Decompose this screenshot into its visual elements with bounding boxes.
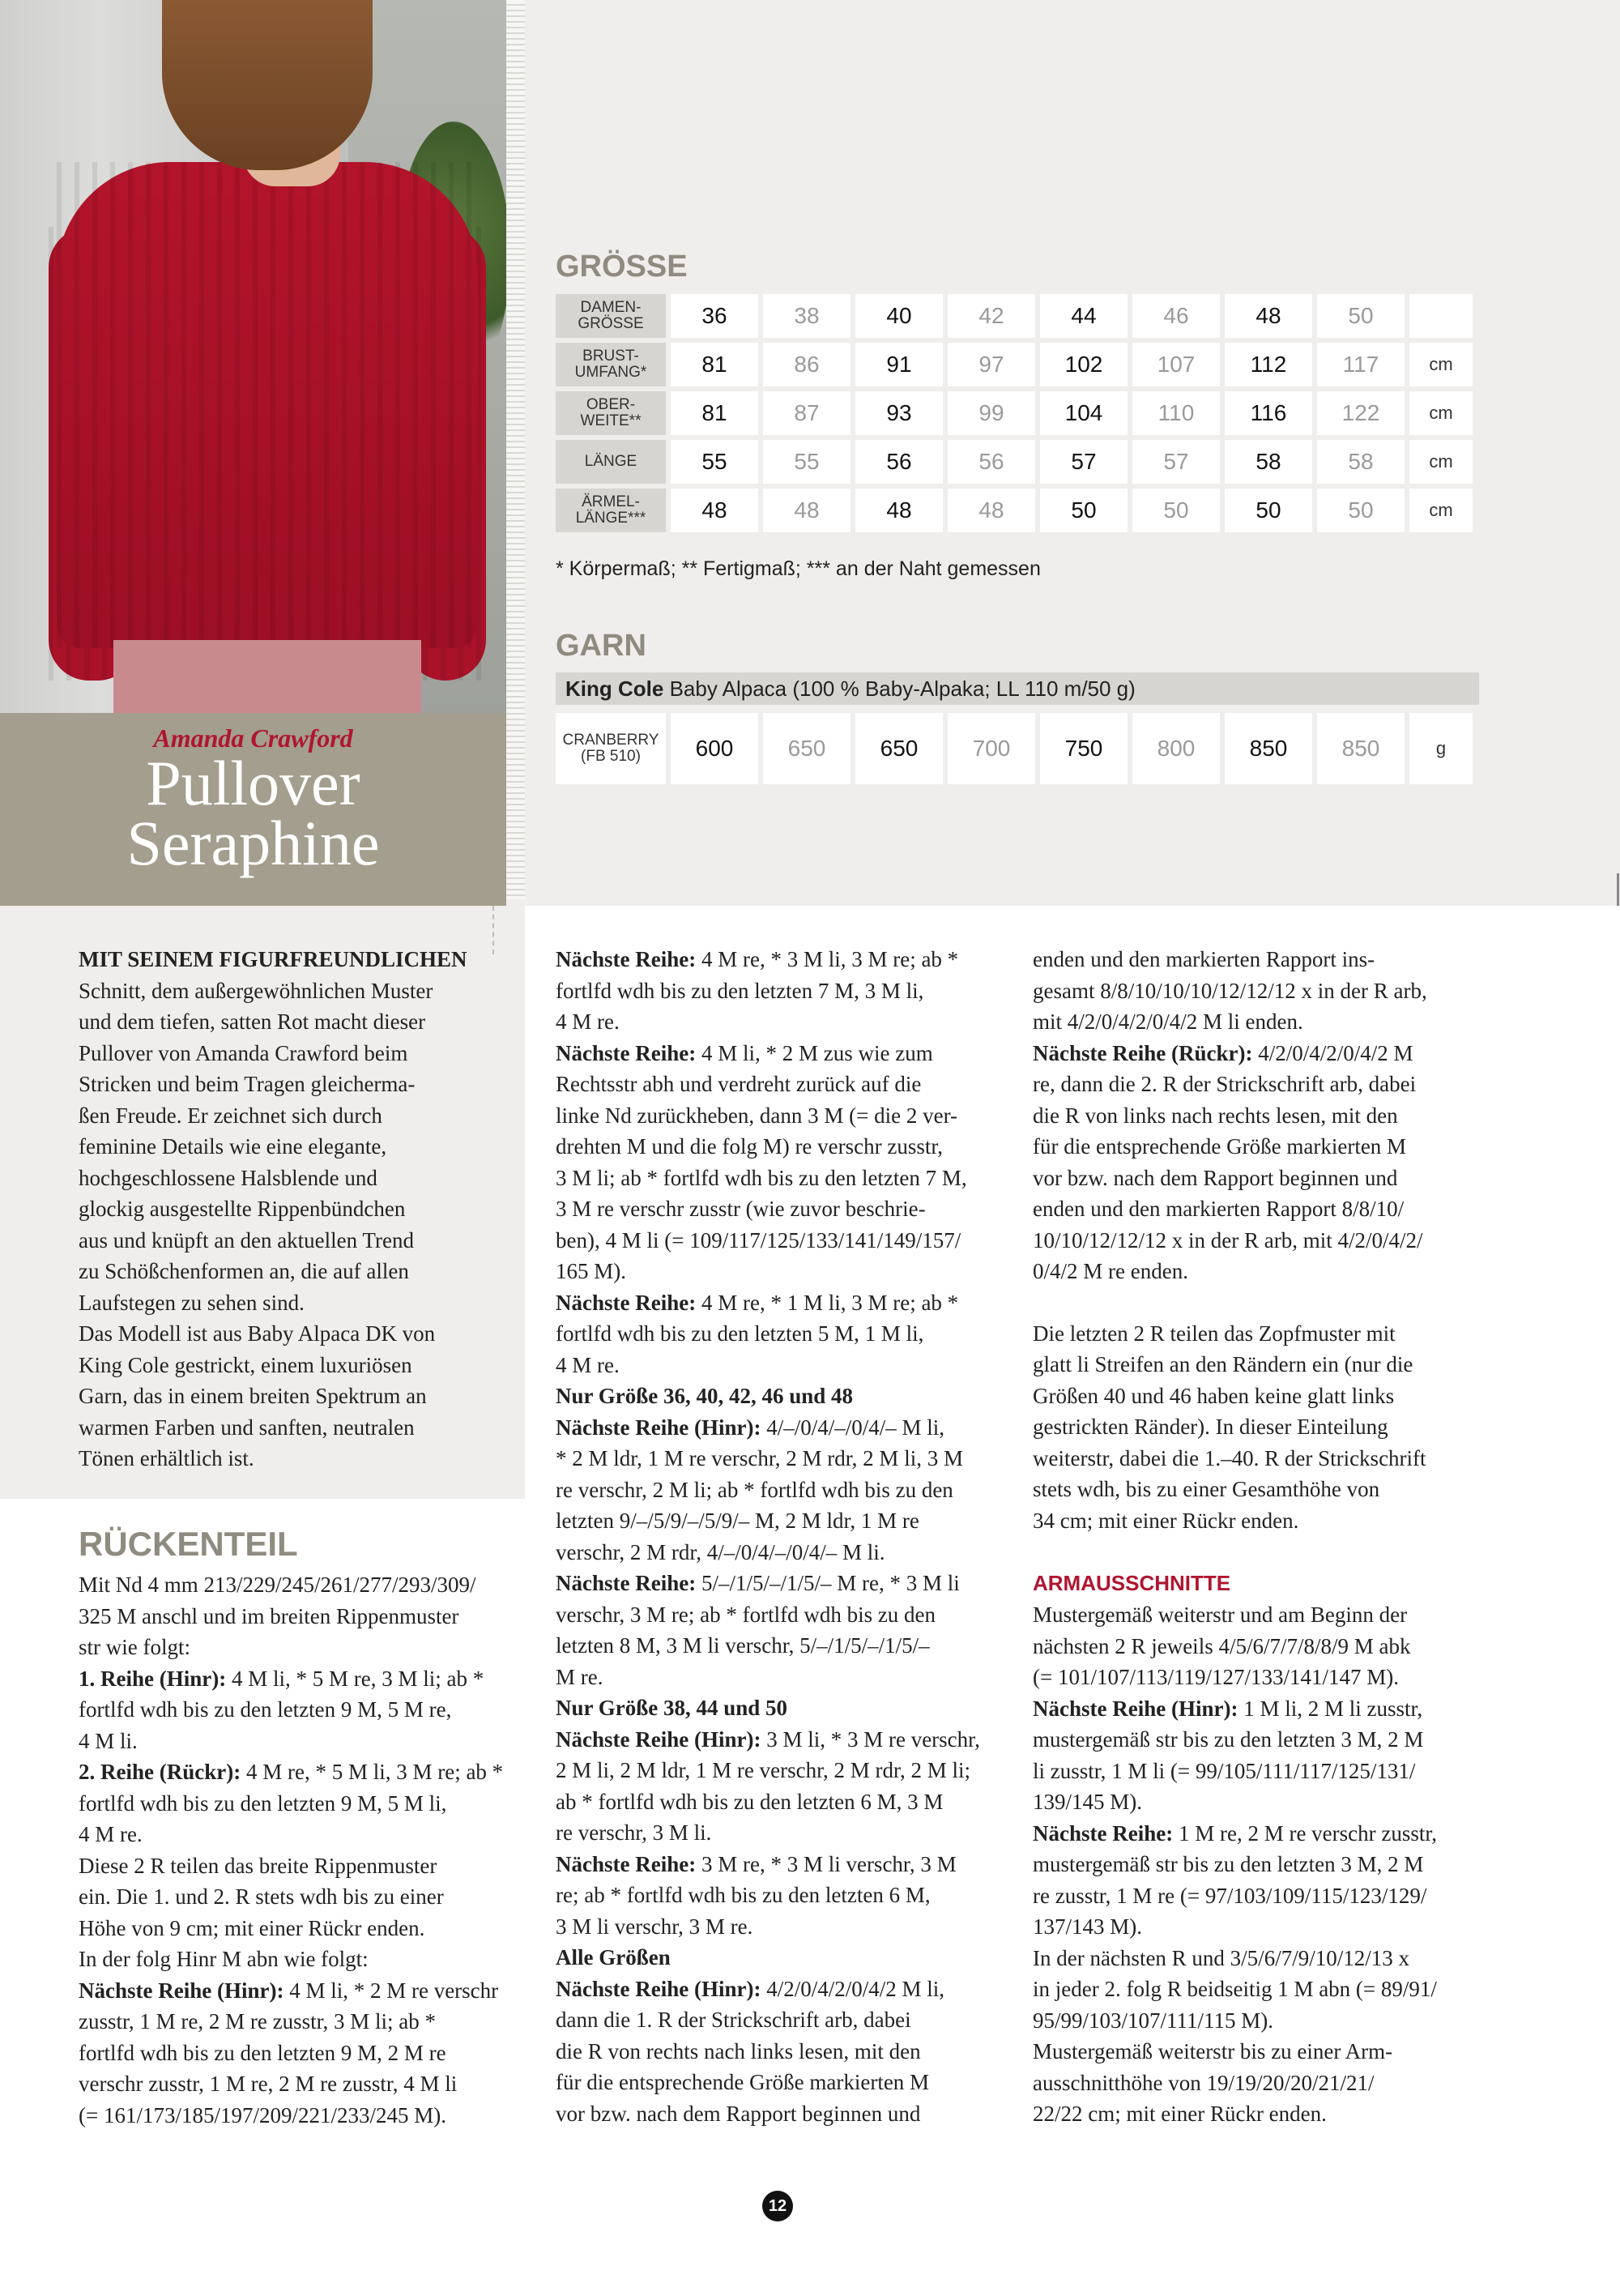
instruction-line: 0/4/2 M re enden.: [1033, 1259, 1188, 1283]
instruction-line: Diese 2 R teilen das breite Rippenmuster: [79, 1853, 437, 1878]
size-cell: 91: [855, 343, 943, 386]
instruction-line: Rechtsstr abh und verdreht zurück auf die: [556, 1072, 922, 1096]
instruction-line: 4 M re.: [556, 1009, 620, 1034]
instruction-line: Nächste Reihe (Hinr): 4/–/0/4/–/0/4/– M li,: [556, 1415, 944, 1440]
sizes-row: [556, 343, 1473, 386]
instruction-label: Nächste Reihe:: [556, 1040, 697, 1065]
instruction-line: Nächste Reihe: 4 M re, * 1 M li, 3 M re; ab *: [556, 1290, 959, 1315]
instruction-line: enden und den markierten Rapport 8/8/10/: [1033, 1197, 1405, 1221]
yarn-amount-cell: 600: [671, 713, 758, 784]
instruction-line: Nächste Reihe: 1 M re, 2 M re verschr zusstr,: [1033, 1820, 1438, 1846]
unit-cell: [1409, 294, 1473, 338]
size-cell: 56: [948, 440, 1035, 484]
instruction-line: für die entsprechende Größe markierten M: [556, 2070, 930, 2094]
yarn-amount-cell: 700: [948, 713, 1035, 784]
instruction-label: Nächste Reihe (Rückr):: [1033, 1040, 1253, 1065]
hair: [162, 0, 373, 170]
intro-line: Das Modell ist aus Baby Alpaca DK von: [79, 1321, 436, 1346]
instruction-line: Nächste Reihe (Hinr): 3 M li, * 3 M re verschr,: [556, 1726, 980, 1752]
designer-name: Amanda Crawford: [153, 723, 353, 753]
yarn-heading: GARN: [556, 629, 646, 663]
sizes-row: [556, 440, 1473, 484]
instruction-line: fortlfd wdh bis zu den letzten 7 M, 3 M li,: [556, 978, 924, 1003]
instruction-line: in jeder 2. folg R beidseitig 1 M abn (= 89/91/: [1033, 1977, 1437, 2001]
intro-text: [79, 944, 500, 1474]
instruction-line: fortlfd wdh bis zu den letzten 9 M, 5 M li,: [79, 1790, 447, 1816]
instruction-line: letzten 8 M, 3 M li verschr, 5/–/1/5/–/1/5/–: [556, 1633, 930, 1658]
instruction-line: für die entsprechende Größe markierten M: [1033, 1134, 1407, 1159]
instruction-line: (= 161/173/185/197/209/221/233/245 M).: [79, 2102, 446, 2127]
instruction-line: 139/145 M).: [1033, 1790, 1142, 1814]
size-cell: 48: [1225, 294, 1312, 338]
text-column-3: [1033, 944, 1486, 2130]
size-cell: 107: [1132, 343, 1220, 386]
size-cell: 38: [763, 294, 850, 338]
instruction-label: 2. Reihe (Rückr):: [79, 1760, 241, 1784]
instruction-line: verschr, 3 M re; ab * fortlfd wdh bis zu den: [556, 1602, 936, 1627]
instruction-line: Nächste Reihe (Hinr): 4 M li, * 2 M re verschr: [79, 1978, 499, 2003]
instruction-line: Größen 40 und 46 haben keine glatt links: [1033, 1383, 1395, 1408]
instruction-line: Nächste Reihe (Hinr): 1 M li, 2 M li zusstr,: [1033, 1696, 1423, 1721]
sizes-table: [551, 289, 1477, 537]
instruction-line: fortlfd wdh bis zu den letzten 5 M, 1 M li,: [556, 1321, 924, 1346]
yarn-amount-cell: 800: [1132, 713, 1220, 784]
instruction-line: Mit Nd 4 mm 213/229/245/261/277/293/309/: [79, 1573, 476, 1597]
unit-cell: cm: [1409, 391, 1473, 435]
instruction-line: [556, 1942, 1009, 1974]
size-cell: 102: [1040, 343, 1128, 386]
size-cell: 97: [948, 343, 1035, 386]
instruction-line: re verschr, 2 M li; ab * fortlfd wdh bis zu den: [556, 1477, 953, 1502]
instruction-line: Nächste Reihe (Hinr): 4/2/0/4/2/0/4/2 M li,: [556, 1976, 944, 2001]
instruction-label: Nächste Reihe:: [556, 947, 697, 971]
model-photo: [0, 0, 506, 713]
sizes-row-label: LÄNGE: [556, 440, 666, 484]
skirt: [113, 640, 421, 713]
instruction-line: 137/143 M).: [1033, 1914, 1142, 1939]
page-number: 12: [762, 2191, 793, 2221]
instruction-line: die R von rechts nach links lesen, mit den: [556, 2038, 921, 2063]
yarn-amount-cell: 650: [763, 713, 850, 784]
instruction-line: verschr zusstr, 1 M re, 2 M re zusstr, 4 M li: [79, 2072, 458, 2096]
size-cell: 86: [763, 343, 850, 386]
yarn-brand: King Cole: [565, 676, 664, 701]
intro-heading: MIT SEINEM FIGURFREUNDLICHEN: [79, 947, 467, 971]
instruction-line: verschr, 2 M rdr, 4/–/0/4/–/0/4/– M li.: [556, 1539, 885, 1564]
instruction-label: Nächste Reihe (Hinr):: [556, 1976, 761, 2001]
text-column-2: [556, 944, 1009, 2129]
instruction-line: re; ab * fortlfd wdh bis zu den letzten 6 M,: [556, 1883, 931, 1907]
instruction-line: In der nächsten R und 3/5/6/7/9/10/12/13 x: [1033, 1945, 1409, 1970]
sizes-row-label: DAMEN- GRÖSSE: [556, 294, 666, 338]
yarn-description: [556, 672, 1479, 705]
yarn-amount-cell: 750: [1040, 713, 1128, 784]
instruction-line: fortlfd wdh bis zu den letzten 9 M, 2 M re: [79, 2040, 446, 2065]
instruction-line: 3 M re verschr zusstr (wie zuvor beschrie-: [556, 1197, 926, 1221]
size-cell: 50: [1317, 489, 1405, 532]
size-cell: 56: [855, 440, 943, 484]
intro-line: Garn, das in einem breiten Spektrum an: [79, 1384, 427, 1408]
instruction-line: Höhe von 9 cm; mit einer Rückr enden.: [79, 1915, 425, 1940]
text-column-1: [79, 1569, 532, 2131]
instruction-line: re, dann die 2. R der Strickschrift arb, dabei: [1033, 1072, 1417, 1096]
instruction-line: 1. Reihe (Hinr): 4 M li, * 5 M re, 3 M li; ab *: [79, 1666, 484, 1691]
unit-cell: cm: [1409, 343, 1473, 386]
instruction-line: [556, 1381, 1009, 1412]
yarn-amount-cell: 850: [1317, 713, 1405, 784]
intro-line: Stricken und beim Tragen gleicherma-: [79, 1072, 416, 1096]
title-line-1: Pullover: [146, 748, 360, 818]
instruction-line: drehten M und die folg M) re verschr zusstr,: [556, 1134, 944, 1159]
instruction-line: stets wdh, bis zu einer Gesamthöhe von: [1033, 1477, 1380, 1501]
instruction-line: M re.: [556, 1664, 603, 1689]
instruction-label: Nächste Reihe (Hinr):: [556, 1726, 761, 1752]
instruction-line: Mustergemäß weiterstr bis zu einer Arm-: [1033, 2039, 1393, 2063]
size-cell: 57: [1040, 440, 1128, 484]
instruction-line: ab * fortlfd wdh bis zu den letzten 6 M, 3 M: [556, 1789, 944, 1814]
size-cell: 48: [671, 489, 758, 532]
instruction-line: Nächste Reihe: 3 M re, * 3 M li verschr, 3 M: [556, 1851, 957, 1876]
yarn-row: [556, 713, 1473, 784]
section-heading-back: RÜCKENTEIL: [79, 1525, 298, 1563]
instruction-line: ben), 4 M li (= 109/117/125/133/141/149/157/: [556, 1227, 961, 1253]
instruction-line: Nächste Reihe: 5/–/1/5/–/1/5/– M re, * 3 M li: [556, 1571, 960, 1595]
size-cell: 99: [948, 391, 1035, 435]
size-cell: 104: [1040, 391, 1128, 435]
page-edge-strip: [506, 0, 525, 899]
instruction-line: 10/10/12/12/12 x in der R arb, mit 4/2/0/4/2/: [1033, 1227, 1423, 1253]
intro-line: aus und knüpft an den aktuellen Trend: [79, 1227, 414, 1253]
instruction-line: re verschr, 3 M li.: [556, 1820, 712, 1845]
instruction-label: Alle Größen: [556, 1945, 671, 1970]
edge-mark: [1617, 873, 1619, 906]
instruction-line: linke Nd zurückheben, dann 3 M (= die 2 ver-: [556, 1103, 958, 1128]
instruction-line: Nächste Reihe: 4 M li, * 2 M zus wie zum: [556, 1040, 933, 1065]
intro-line: warmen Farben und sanften, neutralen: [79, 1415, 415, 1440]
intro-line: Pullover von Amanda Crawford beim: [79, 1040, 408, 1065]
sizes-row: [556, 489, 1473, 532]
instruction-line: zusstr, 1 M re, 2 M re zusstr, 3 M li; ab *: [79, 2009, 437, 2034]
size-cell: 122: [1317, 391, 1405, 435]
size-cell: 50: [1132, 489, 1220, 532]
instruction-label: 1. Reihe (Hinr):: [79, 1666, 227, 1691]
size-cell: 87: [763, 391, 850, 435]
intro-line: Schnitt, dem außergewöhnlichen Muster: [79, 978, 433, 1003]
instruction-line: (= 101/107/113/119/127/133/141/147 M).: [1033, 1665, 1399, 1689]
instruction-line: Nächste Reihe: 4 M re, * 3 M li, 3 M re; ab *: [556, 947, 959, 971]
intro-line: feminine Details wie eine elegante,: [79, 1134, 387, 1159]
size-cell: 40: [855, 294, 943, 338]
size-cell: 57: [1132, 440, 1220, 484]
size-cell: 58: [1225, 440, 1312, 484]
instruction-line: gestrickten Ränder). In dieser Einteilung: [1033, 1415, 1388, 1439]
instruction-line: * 2 M ldr, 1 M re verschr, 2 M rdr, 2 M li, 3 M: [556, 1446, 963, 1470]
instruction-line: 4 M re.: [79, 1822, 143, 1846]
sizes-row-label: ÄRMEL- LÄNGE***: [556, 489, 666, 532]
intro-line: hochgeschlossene Halsblende und: [79, 1165, 377, 1190]
size-cell: 55: [671, 440, 758, 484]
title-line-2: Seraphine: [126, 808, 380, 878]
sizes-row-label: OBER- WEITE**: [556, 391, 666, 435]
instruction-line: nächsten 2 R jeweils 4/5/6/7/7/8/8/9 M abk: [1033, 1633, 1411, 1658]
instruction-label: Nur Größe 36, 40, 42, 46 und 48: [556, 1384, 854, 1408]
instruction-line: In der folg Hinr M abn wie folgt:: [79, 1947, 369, 1971]
size-cell: 58: [1317, 440, 1405, 484]
instruction-line: 325 M anschl und im breiten Rippenmuster: [79, 1603, 459, 1628]
instruction-line: enden und den markierten Rapport ins-: [1033, 947, 1375, 971]
instruction-line: 165 M).: [556, 1259, 626, 1283]
intro-line: und dem tiefen, satten Rot macht dieser: [79, 1009, 426, 1034]
instruction-line: mustergemäß str bis zu den letzten 3 M, 2 M: [1033, 1727, 1424, 1752]
instruction-line: li zusstr, 1 M li (= 99/105/111/117/125/131/: [1033, 1758, 1416, 1783]
size-cell: 81: [671, 391, 758, 435]
armholes-heading: ARMAUSSCHNITTE: [1033, 1571, 1231, 1595]
instruction-label: Nächste Reihe:: [1033, 1820, 1174, 1846]
instruction-label: Nächste Reihe (Hinr):: [556, 1415, 761, 1440]
instruction-line: re zusstr, 1 M re (= 97/103/109/115/123/129/: [1033, 1883, 1427, 1908]
instruction-line: 2 M li, 2 M ldr, 1 M re verschr, 2 M rdr, 2 M li;: [556, 1758, 970, 1782]
instruction-line: vor bzw. nach dem Rapport beginnen und: [556, 2101, 921, 2126]
size-cell: 50: [1317, 294, 1405, 338]
yarn-unit-cell: g: [1409, 713, 1473, 784]
yarn-amount-cell: 650: [855, 713, 943, 784]
instruction-line: 2. Reihe (Rückr): 4 M re, * 5 M li, 3 M re; ab *: [79, 1760, 504, 1784]
sizes-heading: GRÖSSE: [556, 250, 688, 284]
instruction-line: 22/22 cm; mit einer Rückr enden.: [1033, 2102, 1327, 2126]
intro-line: Tönen erhältlich ist.: [79, 1446, 254, 1470]
size-cell: 44: [1040, 294, 1128, 338]
instruction-line: die R von links nach rechts lesen, mit den: [1033, 1103, 1398, 1128]
instruction-line: Die letzten 2 R teilen das Zopfmuster mit: [1033, 1321, 1396, 1346]
instruction-line: Mustergemäß weiterstr und am Beginn der: [1033, 1603, 1408, 1627]
instruction-line: mustergemäß str bis zu den letzten 3 M, 2 M: [1033, 1852, 1424, 1876]
unit-cell: cm: [1409, 489, 1473, 532]
intro-line: Laufstegen zu sehen sind.: [79, 1290, 305, 1315]
sizes-row: [556, 294, 1473, 338]
pattern-title: [0, 748, 506, 878]
instruction-label: Nur Größe 38, 44 und 50: [556, 1696, 788, 1720]
instruction-line: Nächste Reihe (Rückr): 4/2/0/4/2/0/4/2 M: [1033, 1040, 1413, 1065]
size-cell: 42: [948, 294, 1035, 338]
intro-line: King Cole gestrickt, einem luxuriösen: [79, 1352, 412, 1377]
instruction-line: 3 M li; ab * fortlfd wdh bis zu den letzten 7 M,: [556, 1165, 967, 1190]
instruction-line: weiterstr, dabei die 1.–40. R der Strickschrift: [1033, 1445, 1426, 1470]
instruction-line: ausschnitthöhe von 19/19/20/20/21/21/: [1033, 2070, 1375, 2095]
instruction-line: letzten 9/–/5/9/–/5/9/– M, 2 M ldr, 1 M re: [556, 1509, 919, 1533]
sizes-row: [556, 391, 1473, 435]
instruction-label: Nächste Reihe (Hinr):: [1033, 1696, 1238, 1721]
instruction-line: str wie folgt:: [79, 1635, 190, 1659]
instruction-line: glatt li Streifen an den Rändern ein (nur die: [1033, 1352, 1413, 1376]
instruction-line: 4 M li.: [79, 1728, 138, 1753]
intro-line: zu Schößchenformen an, die auf allen: [79, 1259, 409, 1283]
size-cell: 112: [1225, 343, 1312, 386]
size-cell: 110: [1132, 391, 1220, 435]
instruction-label: Nächste Reihe:: [556, 1290, 697, 1315]
intro-line: glockig ausgestellte Rippenbündchen: [79, 1197, 406, 1221]
instruction-line: 3 M li verschr, 3 M re.: [556, 1914, 753, 1939]
instruction-line: dann die 1. R der Strickschrift arb, dabei: [556, 2008, 911, 2032]
sizes-row-label: BRUST- UMFANG*: [556, 343, 666, 386]
size-cell: 48: [763, 489, 850, 532]
size-cell: 48: [948, 489, 1035, 532]
sweater-back: [57, 162, 478, 648]
sizes-footnote: * Körpermaß; ** Fertigmaß; *** an der Naht gemessen: [556, 557, 1041, 580]
instruction-line: 95/99/103/107/111/115 M).: [1033, 2008, 1273, 2033]
instruction-line: 34 cm; mit einer Rückr enden.: [1033, 1508, 1299, 1533]
instruction-line: vor bzw. nach dem Rapport beginnen und: [1033, 1165, 1398, 1190]
size-cell: 81: [671, 343, 758, 386]
yarn-amount-cell: 850: [1225, 713, 1312, 784]
intro-line: ßen Freude. Er zeichnet sich durch: [79, 1103, 382, 1128]
size-cell: 55: [763, 440, 850, 484]
size-cell: 117: [1317, 343, 1405, 386]
size-cell: 50: [1040, 489, 1128, 532]
unit-cell: cm: [1409, 440, 1473, 484]
instruction-line: 4 M re.: [556, 1352, 620, 1377]
instruction-line: mit 4/2/0/4/2/0/4/2 M li enden.: [1033, 1009, 1303, 1034]
yarn-details: Baby Alpaca (100 % Baby-Alpaka; LL 110 m/50 g): [663, 676, 1136, 701]
size-cell: 50: [1225, 489, 1312, 532]
size-cell: 48: [855, 489, 943, 532]
yarn-color-label: CRANBERRY (FB 510): [556, 713, 666, 784]
instruction-label: Nächste Reihe:: [556, 1571, 697, 1595]
instruction-line: gesamt 8/8/10/10/10/12/12/12 x in der R arb,: [1033, 978, 1427, 1003]
size-cell: 46: [1132, 294, 1220, 338]
instruction-label: Nächste Reihe:: [556, 1851, 697, 1876]
size-cell: 93: [855, 391, 943, 435]
yarn-table: [551, 708, 1477, 789]
instruction-line: [556, 1692, 1009, 1724]
instruction-line: fortlfd wdh bis zu den letzten 9 M, 5 M re,: [79, 1697, 452, 1722]
size-cell: 116: [1225, 391, 1312, 435]
size-cell: 36: [671, 294, 758, 338]
instruction-label: Nächste Reihe (Hinr):: [79, 1978, 284, 2003]
instruction-line: ein. Die 1. und 2. R stets wdh bis zu einer: [79, 1884, 444, 1909]
